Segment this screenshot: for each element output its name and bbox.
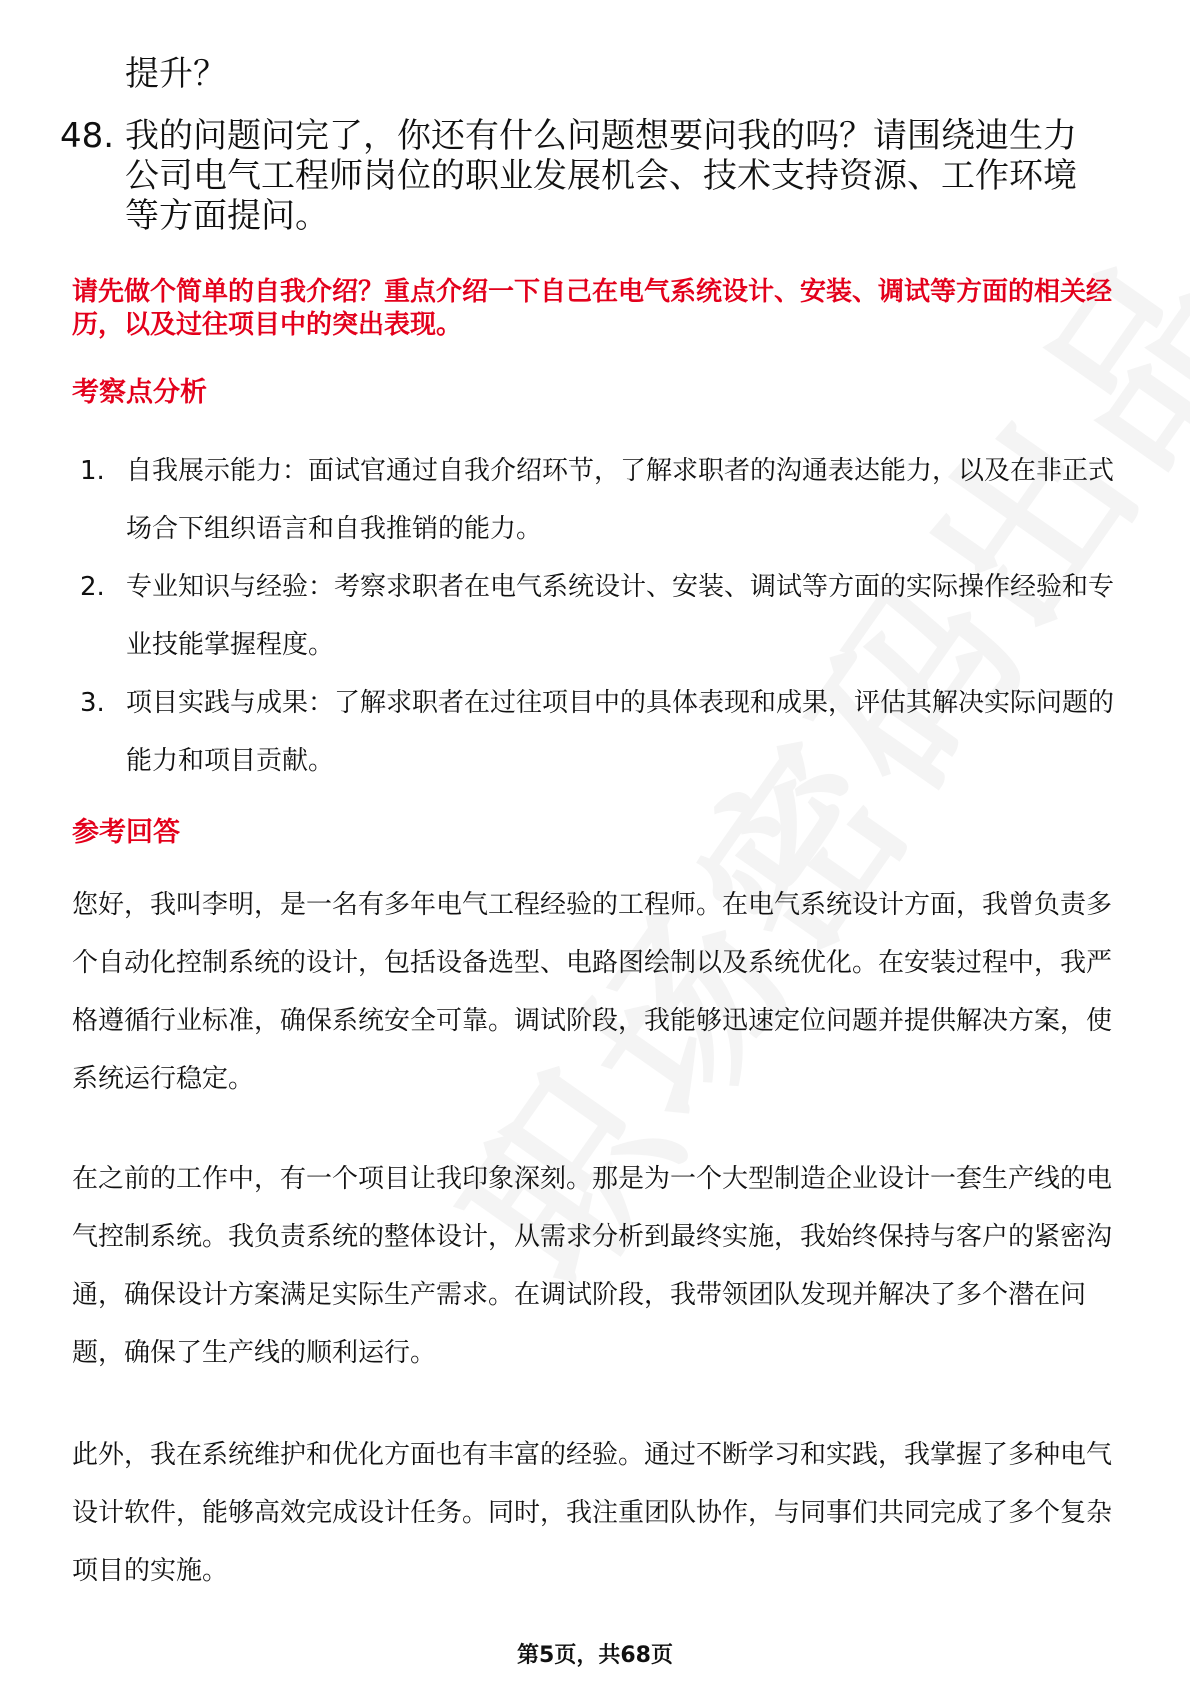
question-title: 请先做个简单的自我介绍？重点介绍一下自己在电气系统设计、安装、调试等方面的相关经历，以及过往项目中的突出表现。 [72,277,1113,340]
answer-paragraph: 在之前的工作中，有一个项目让我印象深刻。那是为一个大型制造企业设计一套生产线的电气控制系统。我负责系统的整体设计，从需求分析到最终实施，我始终保持与客户的紧密沟通，确保设计方案满足实际生产需求。在调试阶段，我带领团队发现并解决了多个潜在问题，确保了生产线的顺利运行。 [72,1164,1113,1368]
answer-paragraph: 此外，我在系统维护和优化方面也有丰富的经验。通过不断学习和实践，我掌握了多种电气设计软件，能够高效完成设计任务。同时，我注重团队协作，与同事们共同完成了多个复杂项目的实施。 [72,1440,1113,1586]
answer-paragraph: 您好，我叫李明，是一名有多年电气工程经验的工程师。在电气系统设计方面，我曾负责多个自动化控制系统的设计，包括设备选型、电路图绘制以及系统优化。在安装过程中，我严格遵循行业标准，确保系统安全可靠。调试阶段，我能够迅速定位问题并提供解决方案，使系统运行稳定。 [72,890,1113,1094]
question-48 [60,116,1110,236]
point-text: 自我展示能力：面试官通过自我介绍环节，了解求职者的沟通表达能力，以及在非正式场合下组织语言和自我推销的能力。 [126,456,1115,544]
point-number: 3. [80,688,105,718]
point-number: 1. [80,456,105,486]
analysis-point [80,442,1120,558]
point-number: 2. [80,572,105,602]
point-text: 项目实践与成果：了解求职者在过往项目中的具体表现和成果，评估其解决实际问题的能力和项目贡献。 [126,688,1115,776]
analysis-point [80,558,1120,674]
point-text: 专业知识与经验：考察求职者在电气系统设计、安装、调试等方面的实际操作经验和专业技能掌握程度。 [126,572,1115,660]
analysis-heading: 考察点分析 [72,377,207,408]
question-number: 48. [60,116,115,156]
page-footer: 第5页，共68页 [517,1643,673,1668]
analysis-points [80,442,1120,790]
question-continuation: 提升？ [125,54,227,94]
answer-heading: 参考回答 [72,817,180,848]
question-text: 我的问题问完了，你还有什么问题想要问我的吗？请围绕迪生力公司电气工程师岗位的职业发展机会、技术支持资源、工作环境等方面提问。 [125,116,1077,236]
analysis-point [80,674,1120,790]
